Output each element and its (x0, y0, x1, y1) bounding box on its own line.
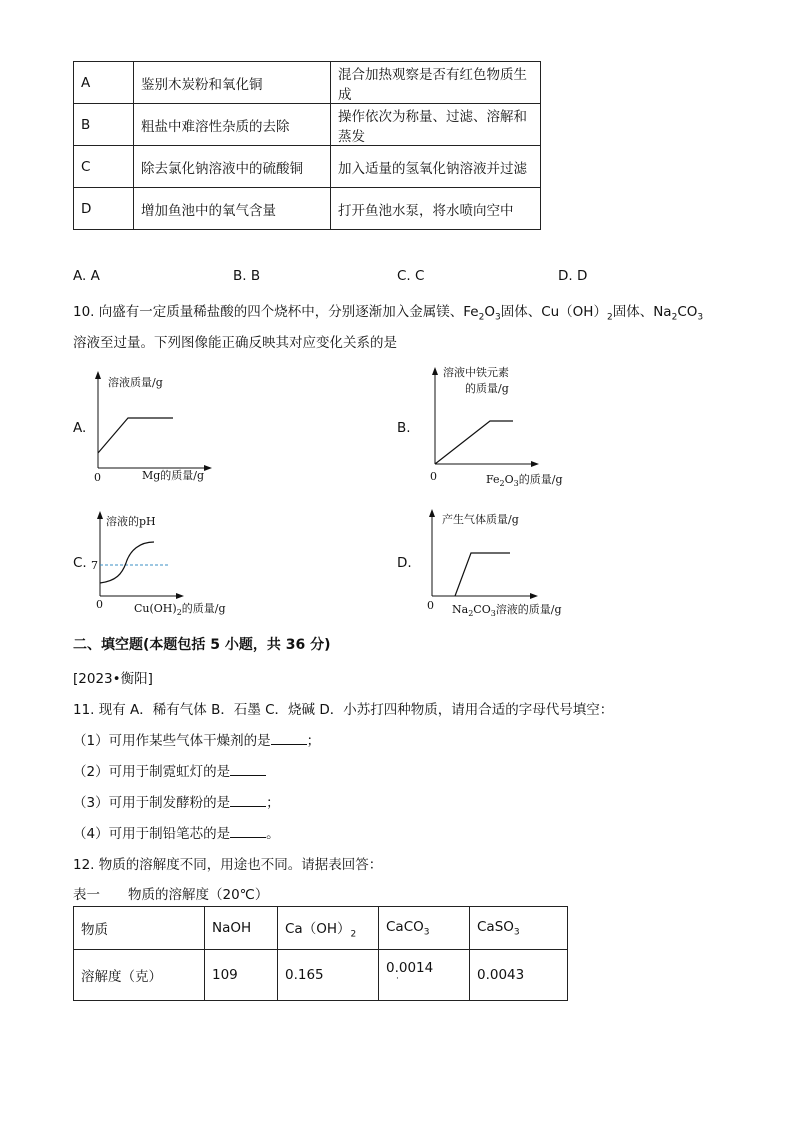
table-row (74, 950, 568, 1001)
graph-b-curve (435, 421, 513, 464)
table-header-cell: $Ca(OH)_2$ (278, 907, 379, 950)
graph-a-xlabel: Mg的质量/g (142, 469, 205, 482)
option-row (74, 188, 541, 230)
q11-item-2: （2）可用于制霓虹灯的是 (73, 760, 266, 780)
graph-c (88, 508, 248, 618)
option-purpose: 增加鱼池中的氧气含量 (134, 188, 331, 230)
option-method: 混合加热观察是否有红色物质生成 (331, 62, 541, 104)
option-row (74, 62, 541, 104)
graph-a (88, 368, 248, 483)
graph-b-ylabel-1: 溶液中铁元素 (443, 366, 509, 379)
graph-b-ylabel-2: 的质量/g (465, 382, 509, 395)
q11-item-4: （4）可用于制铅笔芯的是 。 (73, 826, 280, 842)
option-letter: C (74, 146, 134, 188)
answer-blank[interactable] (230, 794, 266, 807)
option-purpose: 除去氯化钠溶液中的硫酸铜 (134, 146, 331, 188)
graph-a-x-arrow (204, 465, 212, 471)
answer-blank[interactable] (230, 825, 266, 838)
option-method: 打开鱼池水泵，将水喷向空中 (331, 188, 541, 230)
table-cell: 0.165 (278, 950, 379, 1001)
q12-stem: 12. 物质的溶解度不同，用途也不同。请据表回答： (73, 857, 383, 873)
table-cell: 溶解度（克） (74, 950, 205, 1001)
graph-b (425, 362, 595, 487)
option-letter: A (74, 62, 134, 104)
table-cell: 0.0014 · (379, 950, 470, 1001)
graph-a-choice: A. (73, 420, 87, 436)
graph-d (422, 506, 602, 621)
q11-item-1: （1）可用作某些气体干燥剂的是 ； (73, 733, 321, 749)
graph-a-y-arrow (95, 371, 101, 379)
q11-item-3: （3）可用于制发酵粉的是 ； (73, 795, 280, 811)
option-method: 加入适量的氢氧化钠溶液并过滤 (331, 146, 541, 188)
q9-choice-a: A. A (73, 268, 100, 284)
answer-blank[interactable] (230, 763, 266, 776)
option-purpose: 鉴别木炭粉和氧化铜 (134, 62, 331, 104)
table-cell: 0.0043 (470, 950, 568, 1001)
q9-choice-c: C. C (397, 268, 425, 284)
graph-b-x-arrow (531, 461, 539, 467)
graph-d-x-arrow (530, 593, 538, 599)
source-tag: [2023•衡阳] (73, 671, 153, 687)
q9-choice-d: D. D (558, 268, 588, 284)
solubility-table (73, 906, 568, 1001)
answer-blank[interactable] (271, 732, 307, 745)
option-letter: D (74, 188, 134, 230)
q11-stem: 11. 现有 A．稀有气体 B．石墨 C．烧碱 D．小苏打四种物质，请用合适的字母代号填空： (73, 702, 614, 718)
graph-b-xlabel: $Fe_2O_3$的质量/g (486, 473, 563, 487)
table-header-cell: CaCO$_3$ (379, 907, 470, 950)
section-heading: 二、填空题(本题包括 5 小题，共 36 分) (73, 637, 331, 653)
graph-a-curve (98, 418, 173, 453)
graph-d-origin: 0 (427, 599, 434, 612)
graph-c-ylabel: 溶液的pH (106, 515, 156, 528)
table-header-cell: 物质 (74, 907, 205, 950)
graph-c-choice: C. (73, 555, 87, 571)
q9-choice-b: B. B (233, 268, 261, 284)
option-row (74, 104, 541, 146)
option-letter: B (74, 104, 134, 146)
graph-c-xlabel: $Cu(OH)_2$的质量/g (134, 602, 226, 617)
graph-d-ylabel: 产生气体质量/g (442, 513, 519, 526)
option-purpose: 粗盐中难溶性杂质的去除 (134, 104, 331, 146)
graph-c-origin: 0 (96, 598, 103, 611)
table-caption-title: 物质的溶解度（20℃） (128, 887, 269, 903)
q10-stem-line2: 溶液至过量。下列图像能正确反映其对应变化关系的是 (73, 335, 397, 351)
table-cell: 109 (205, 950, 278, 1001)
table-header-row (74, 907, 568, 950)
graph-d-choice: D. (397, 555, 412, 571)
graph-d-y-arrow (429, 509, 435, 517)
graph-a-ylabel: 溶液质量/g (108, 376, 163, 389)
graph-c-curve (100, 542, 154, 583)
graph-c-ytick-7: 7 (91, 559, 98, 572)
graph-b-y-arrow (432, 367, 438, 375)
graph-b-choice: B. (397, 420, 411, 436)
graph-c-x-arrow (176, 593, 184, 599)
option-row (74, 146, 541, 188)
table-header-cell: CaSO$_3$ (470, 907, 568, 950)
graph-d-curve (455, 553, 510, 596)
option-method: 操作依次为称量、过滤、溶解和蒸发 (331, 104, 541, 146)
graph-c-y-arrow (97, 511, 103, 519)
graph-a-origin: 0 (94, 471, 101, 483)
graph-d-xlabel: $Na_2CO_3$溶液的质量/g (452, 603, 562, 618)
options-table (73, 61, 541, 230)
table-header-cell: NaOH (205, 907, 278, 950)
table-caption-label: 表一 (73, 887, 100, 903)
q10-stem-line1: 10. 向盛有一定质量稀盐酸的四个烧杯中，分别逐渐加入金属镁、$Fe_2O_3$固体、$Cu(OH)_2$固体、$Na_2CO_3$ (73, 304, 704, 323)
graph-b-origin: 0 (430, 470, 437, 483)
